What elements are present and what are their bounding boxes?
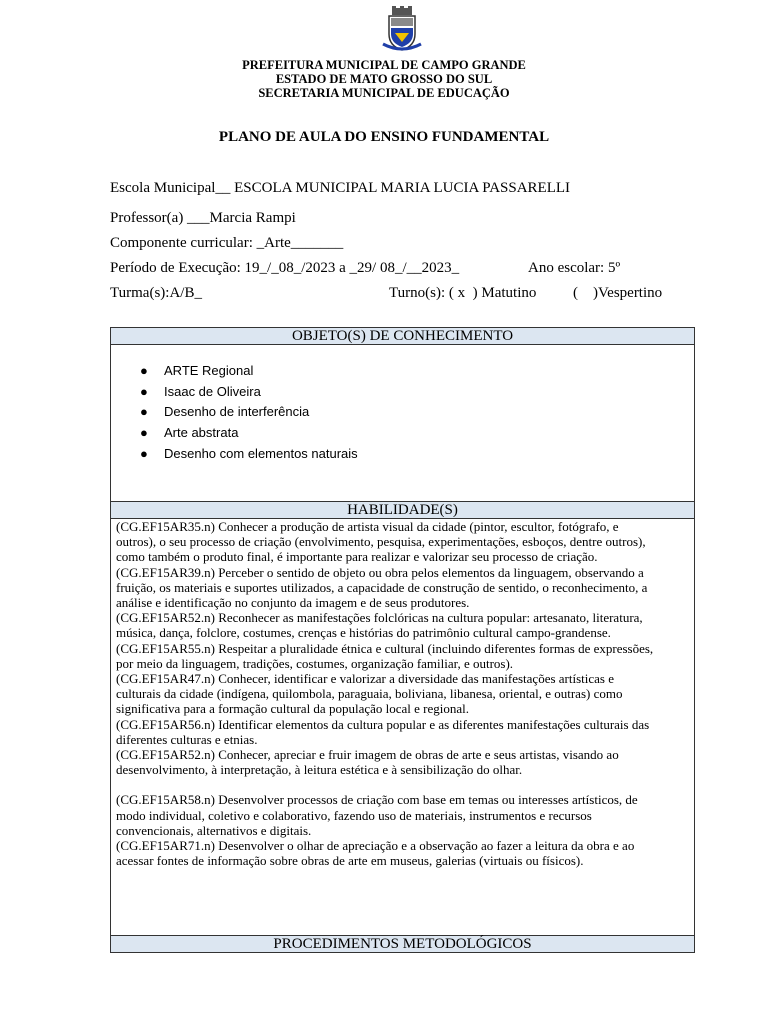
school-year-field: Ano escolar: 5º (528, 260, 621, 276)
list-item: ● Isaac de Oliveira (140, 384, 261, 399)
header-line-2: ESTADO DE MATO GROSSO DO SUL (275, 72, 493, 86)
list-item: ● Desenho de interferência (140, 404, 310, 419)
shift-afternoon-field: ( )Vespertino (573, 285, 663, 301)
page-title: PLANO DE AULA DO ENSINO FUNDAMENTAL (218, 129, 550, 145)
skill-item: (CG.EF15AR56.n) Identificar elementos da cultura popular e as diferentes manifestações culturais das diferentes culturas e etnias. (116, 716, 650, 747)
curricular-component-field: Componente curricular: _Arte_______ (110, 235, 344, 251)
class-field: Turma(s):A/B_ (110, 285, 202, 301)
skill-item: (CG.EF15AR35.n) Conhecer a produção de artista visual da cidade (pintor, escultor, fotógrafo, e outros), o seu processo de criação (envolvimento, pesquisa, experimentações, esboços, dentre outros), como também o produto final, é importante para realizar e valorizar seu processo de criação. (116, 519, 646, 565)
header-line-1: PREFEITURA MUNICIPAL DE CAMPO GRANDE (242, 58, 526, 72)
skill-item: (CG.EF15AR52.n) Conhecer, apreciar e fruir imagem de obras de arte e seus artistas, visando ao desenvolvimento, à interpretação, à leitura estética e à sensibilização do olhar. (116, 747, 619, 778)
skill-item: (CG.EF15AR47.n) Conhecer, identificar e valorizar a diversidade das manifestações artísticas e culturais da cidade (indígena, quilombola, paraguaia, boliviana, libanesa, oriental, e outras) como significativa para a formação cultural da população local e regional. (116, 671, 623, 717)
coat-of-arms-icon (381, 6, 423, 52)
knowledge-objects-header: OBJETO(S) DE CONHECIMENTO (110, 327, 695, 345)
execution-period-field: Período de Execução: 19_/_08_/2023 a _29/ 08_/__2023_ (110, 260, 460, 276)
skill-item: (CG.EF15AR71.n) Desenvolver o olhar de apreciação e a observação ao fazer a leitura da obra e ao acessar fontes de informação sobre obras de arte em museus, galerias (virtuais ou físicos). (116, 838, 635, 869)
school-field: Escola Municipal__ ESCOLA MUNICIPAL MARIA LUCIA PASSARELLI (110, 180, 571, 196)
skills-text (116, 519, 656, 868)
skill-item: (CG.EF15AR58.n) Desenvolver processos de criação com base em temas ou interesses artísticos, de modo individual, coletivo e colaborativo, fazendo uso de materiais, instrumentos e recursos convencionais, alternativos e digitais. (116, 792, 638, 838)
list-item: ● Desenho com elementos naturais (140, 446, 358, 461)
list-item: ● Arte abstrata (140, 425, 239, 440)
skills-header: HABILIDADE(S) (110, 501, 695, 519)
methodological-procedures-header: PROCEDIMENTOS METODOLÓGICOS (110, 935, 695, 953)
shift-morning-field: Turno(s): ( x ) Matutino (389, 285, 537, 301)
skill-item: (CG.EF15AR55.n) Respeitar a pluralidade étnica e cultural (incluindo diferentes formas de expressões, por meio da linguagem, tradições, costumes, organização familiar, e outros). (116, 640, 654, 671)
teacher-field: Professor(a) ___Marcia Rampi (110, 210, 296, 226)
list-item: ● ARTE Regional (140, 363, 254, 378)
skill-item: (CG.EF15AR39.n) Perceber o sentido de objeto ou obra pelos elementos da linguagem, observando a fruição, os materiais e suportes utilizados, a capacidade de construção de sentido, o reconhecimento, a análise e identificação no conjunto da imagem e de seus produtores. (116, 564, 648, 611)
header-line-3: SECRETARIA MUNICIPAL DE EDUCAÇÃO (258, 86, 510, 100)
skill-item: (CG.EF15AR52.n) Reconhecer as manifestações folclóricas na cultura popular: artesanato, literatura, música, dança, folclore, costumes, crenças e histórias do patrimônio cultural campo-grandense. (116, 610, 643, 641)
